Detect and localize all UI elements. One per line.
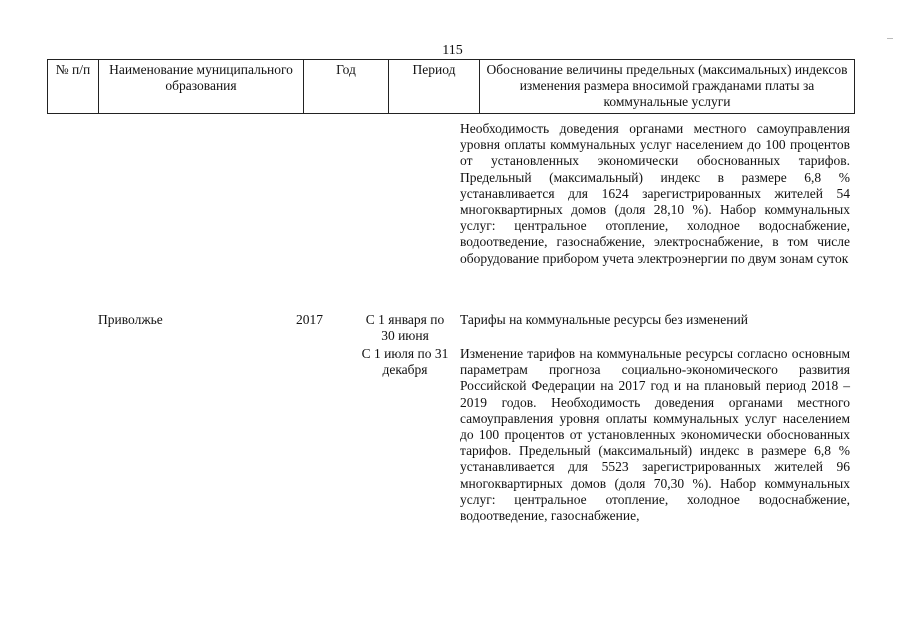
municipality-name: Приволжье xyxy=(98,312,163,327)
year-value: 2017 xyxy=(296,312,323,327)
header-justification: Обоснование величины предельных (максимальных) индексов изменения размера вносимой гражданами платы за коммунальные услуги xyxy=(480,60,855,114)
table-header xyxy=(47,59,855,114)
header-number: № п/п xyxy=(48,60,99,114)
header-municipality: Наименование муниципального образования xyxy=(99,60,304,114)
justification-second-half: Изменение тарифов на коммунальные ресурсы согласно основным параметрам прогноза социально-экономического развития Российской Федерации на 2017 год и на плановый период 2018 – 2019 годов. Необходимость доведения органами местного самоуправления уровня оплаты коммунальных услуг населением до 100 процентов от установленных экономически обоснованных тарифов. Предельный (максимальный) индекс в размере 6,8 % устанавливается для 5523 зарегистрированных жителей 96 многоквартирных домов (доля 70,30 %). Набор коммунальных услуг: центральное отопление, холодное водоснабжение, водоотведение, газоснабжение, xyxy=(460,346,850,524)
period-second-half: С 1 июля по 31 декабря xyxy=(361,346,449,377)
justification-first-half: Тарифы на коммунальные ресурсы без изменений xyxy=(460,312,748,327)
scan-artifact xyxy=(887,38,893,39)
header-period: Период xyxy=(389,60,480,114)
header-year: Год xyxy=(304,60,389,114)
page-number: 115 xyxy=(442,43,463,58)
justification-continued: Необходимость доведения органами местного самоуправления уровня оплаты коммунальных услуг населением до 100 процентов от установленных экономически обоснованных тарифов. Предельный (максимальный) индекс в размере 6,8 % устанавливается для 1624 зарегистрированных жителей 54 многоквартирных домов (доля 28,10 %). Набор коммунальных услуг: центральное отопление, холодное водоснабжение, водоотведение, газоснабжение, электроснабжение, в том числе оборудование прибором учета электроэнергии по двум зонам суток xyxy=(460,121,850,266)
period-first-half: С 1 января по 30 июня xyxy=(365,312,445,343)
